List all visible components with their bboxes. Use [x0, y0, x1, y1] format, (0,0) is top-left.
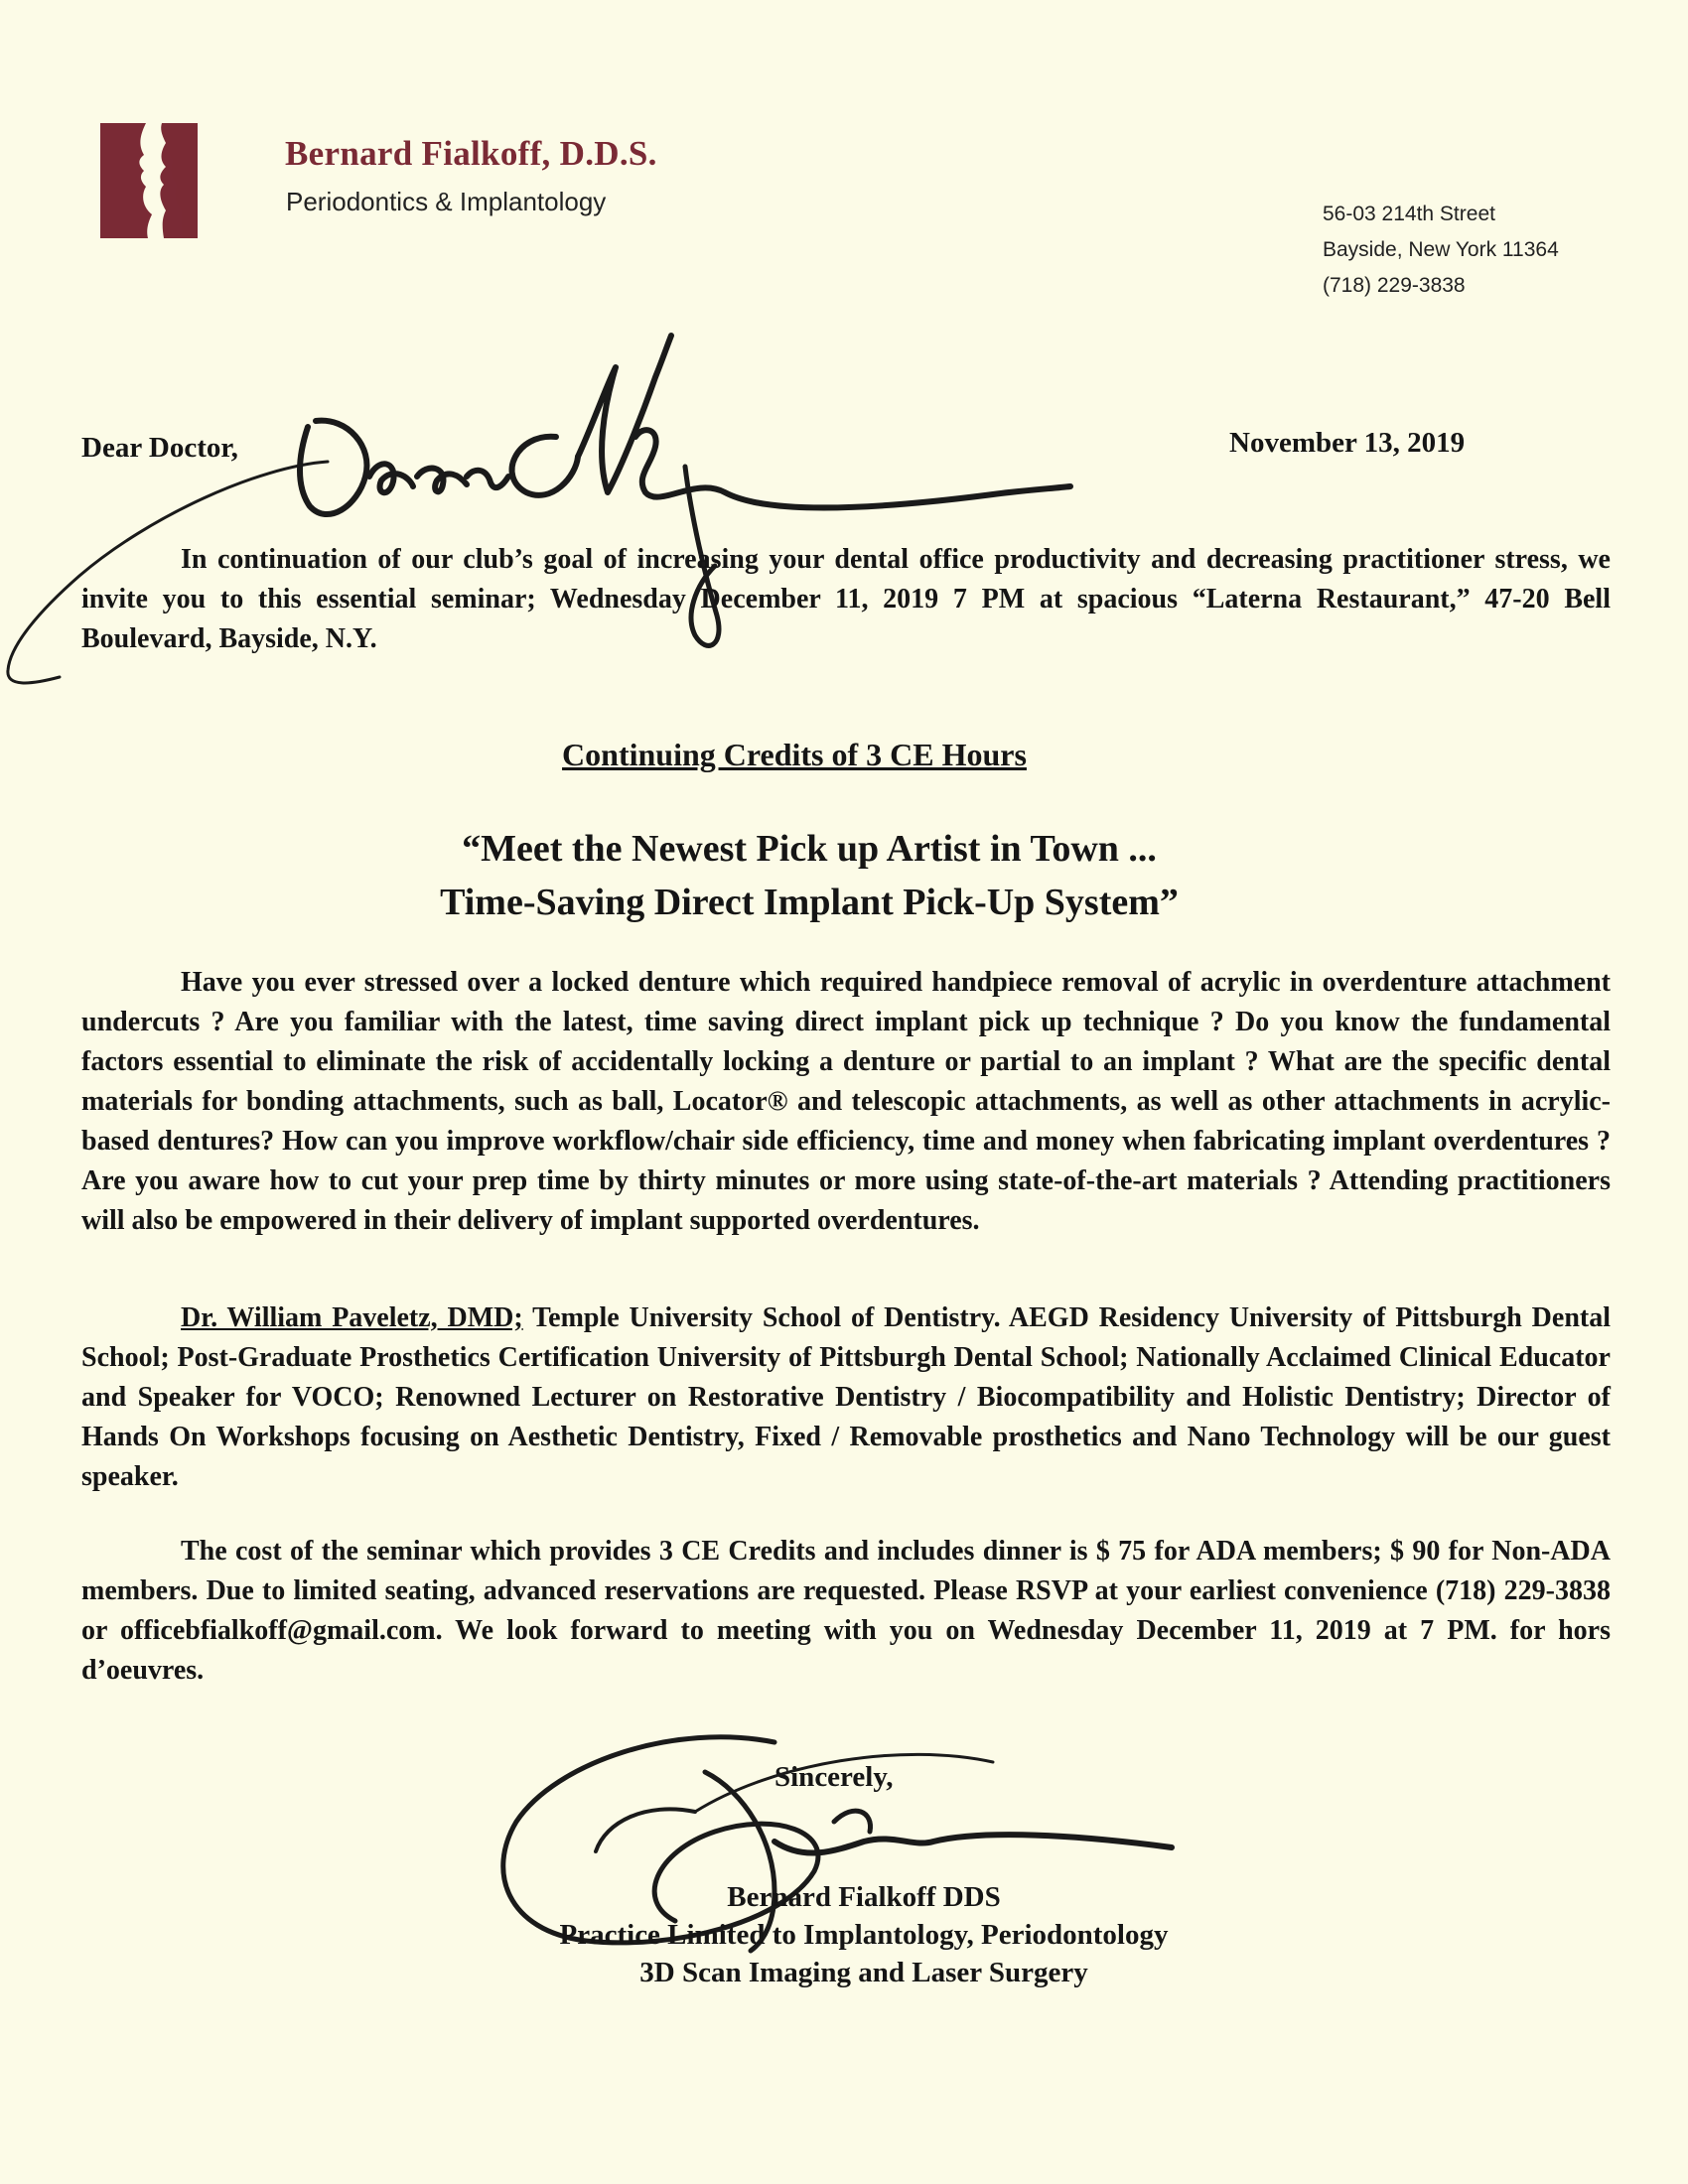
practice-specialty: Periodontics & Implantology [286, 187, 607, 216]
signer-services: 3D Scan Imaging and Laser Surgery [639, 1957, 1088, 1988]
intro-paragraph: In continuation of our club’s goal of increasing your dental office productivity and decreasing practitioner stress, we invite you to this essential seminar; Wednesday December 11, 2019 7 PM at spacious “Laterna Restaurant,” 47-20 Bell Boulevard, Bayside, N.Y. [81, 544, 1611, 654]
speaker-bio: Temple University School of Dentistry. AEGD Residency University of Pittsburgh Dental School; Post-Graduate Prosthetics Certification University of Pittsburgh Dental School; Nationally Acclaimed Clinical Educator and Speaker for VOCO; Renowned Lecturer on Restorative Dentistry / Biocompatibility and Holistic Dentistry; Director of Hands On Workshops focusing on Aesthetic Dentistry, Fixed / Removable prosthetics and Nano Technology will be our guest speaker. [81, 1302, 1611, 1492]
address-street: 56-03 214th Street [1323, 203, 1495, 225]
speaker-paragraph [81, 1298, 1611, 1497]
speaker-name: Dr. William Paveletz, DMD; [181, 1302, 523, 1333]
seminar-title-line-2: Time-Saving Direct Implant Pick-Up System” [440, 882, 1179, 923]
seminar-title-line-1: “Meet the Newest Pick up Artist in Town ... [462, 828, 1157, 870]
signer-name: Bernard Fialkoff DDS [727, 1881, 1001, 1913]
practice-name: Bernard Fialkoff, D.D.S. [285, 134, 657, 173]
cost-paragraph: The cost of the seminar which provides 3 CE Credits and includes dinner is $ 75 for ADA members; $ 90 for Non-ADA members. Due to limited seating, advanced reservations are requested. Please RSVP at your earliest convenience (718) 229-3838 or officebfialkoff@gmail.com. We look forward to meeting with you on Wednesday December 11, 2019 at 7 PM. for hors d’oeuvres. [81, 1536, 1611, 1686]
credits-heading: Continuing Credits of 3 CE Hours [562, 737, 1027, 772]
signature-block [477, 1878, 1251, 1991]
signer-practice: Practice Limited to Implantology, Periodontology [559, 1919, 1169, 1951]
face-profile-logo-icon [100, 123, 198, 238]
body-paragraph: Have you ever stressed over a locked denture which required handpiece removal of acrylic in overdenture attachment undercuts ? Are you familiar with the latest, time saving direct implant pick up technique ? Do you know the fundamental factors essential to eliminate the risk of accidentally locking a denture or partial to an implant ? What are the specific dental materials for bonding attachments, such as ball, Locator® and telescopic attachments, as well as other attachments in acrylic-based dentures? How can you improve workflow/chair side efficiency, time and money when fabricating implant overdentures ? Are you aware how to cut your prep time by thirty minutes or more using state-of-the-art materials ? Attending practitioners will also be empowered in their delivery of implant supported overdentures. [81, 967, 1611, 1236]
seminar-title [0, 822, 1618, 929]
letter-date: November 13, 2019 [1229, 427, 1466, 459]
closing: Sincerely, [774, 1761, 894, 1793]
practice-address [1323, 197, 1559, 304]
address-phone: (718) 229-3838 [1323, 274, 1466, 297]
salutation: Dear Doctor, [81, 432, 238, 464]
address-city: Bayside, New York 11364 [1323, 238, 1559, 261]
